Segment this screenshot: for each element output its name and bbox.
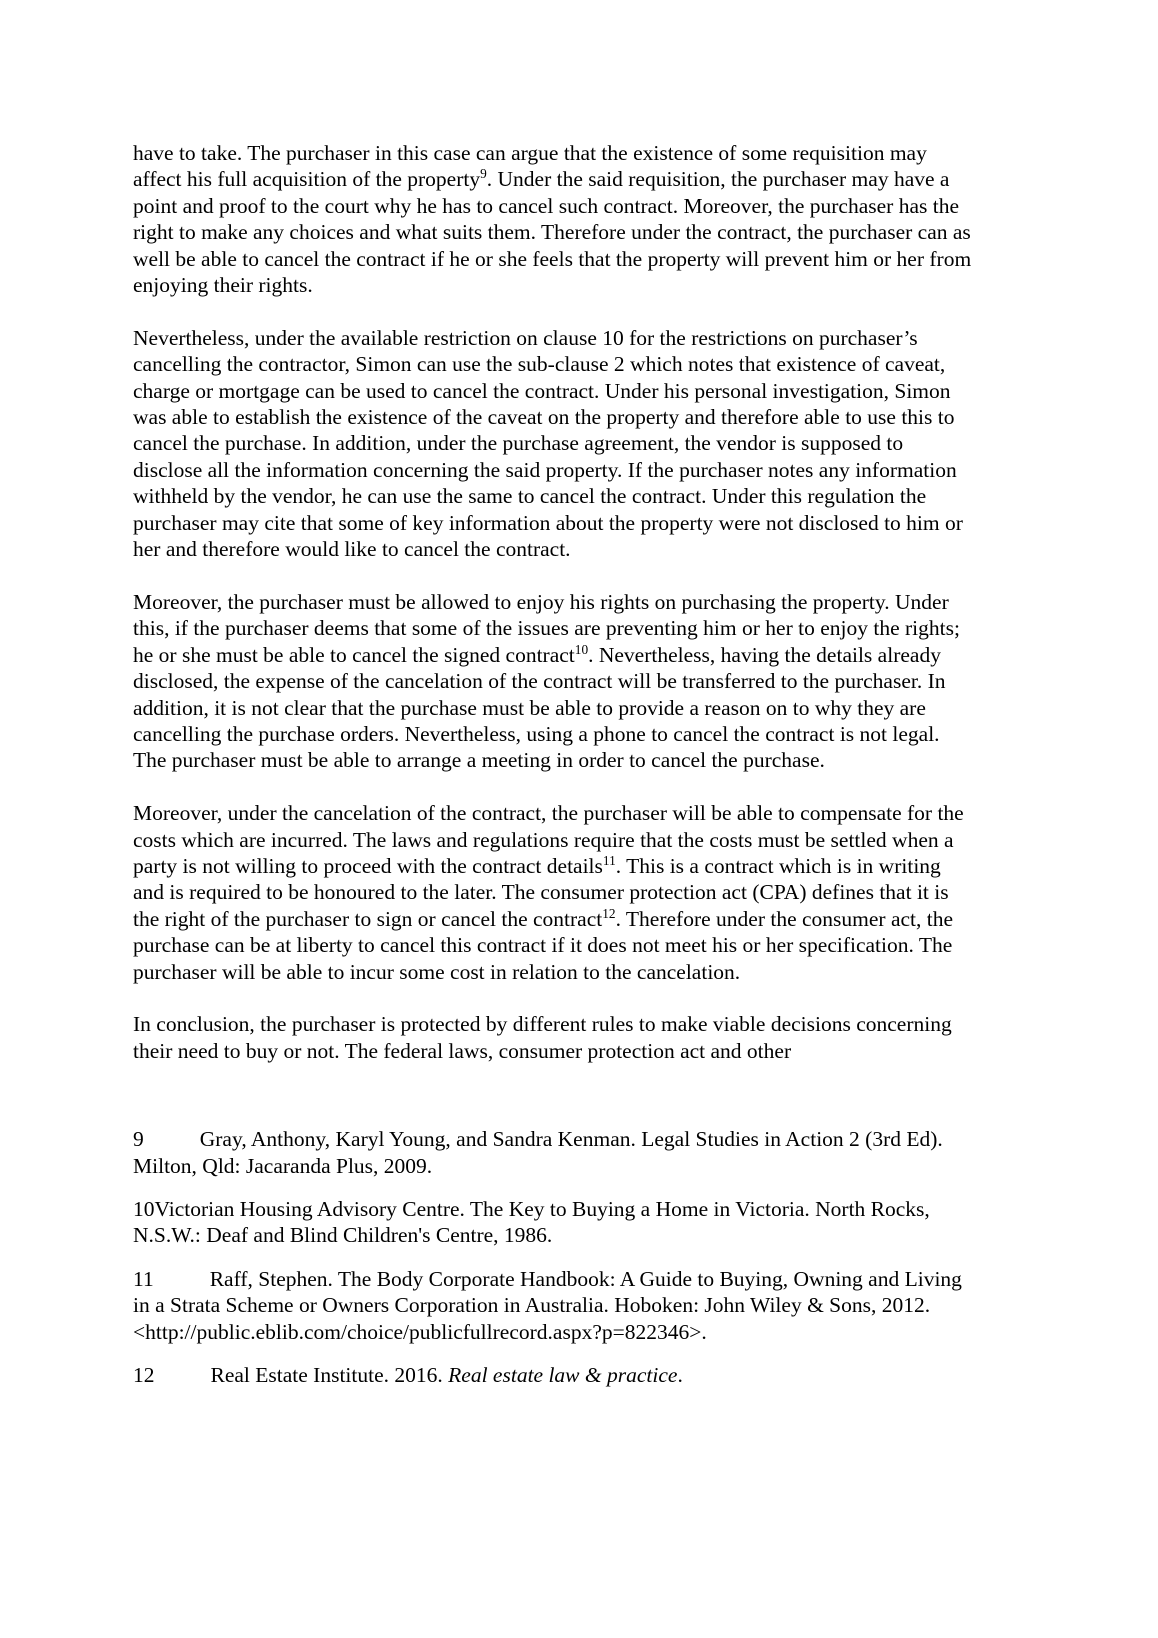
text-run: Gray, Anthony, Karyl Young, and Sandra Kenman. Legal Studies in Action 2 (3rd Ed). Milton, Qld: Jacaranda Plus, 2009. <box>133 1127 949 1178</box>
document-body <box>133 140 975 1064</box>
footnote-list <box>133 1126 975 1388</box>
text-run: Moreover, the purchaser must be allowed to enjoy his rights on purchasing the property. Under this, if the purchaser deems that some of the issues are preventing him or her to enjoy the rights; he or she must be able to cancel the signed contract <box>133 589 966 667</box>
footnote-marker[interactable]: 10 <box>574 641 589 657</box>
text-run: Nevertheless, under the available restriction on clause 10 for the restrictions on purchaser’s cancelling the contractor, Simon can use the sub-clause 2 which notes that existence of caveat, charge or mortgage can be used to cancel the contract. Under his personal investigation, Simon was able to establish the existence of the caveat on the property and therefore able to use this to cancel the purchase. In addition, under the purchase agreement, the vendor is supposed to disclose all the information concerning the said property. If the purchaser notes any information withheld by the vendor, he can use the same to cancel the contract. Under this regulation the purchaser may cite that some of key information about the property were not disclosed to him or her and therefore would like to cancel the contract. <box>133 325 969 562</box>
footnote-entry <box>133 1126 975 1179</box>
body-paragraph <box>133 140 975 298</box>
text-run: have to take. The purchaser in this case can argue that the existence of some requisition may affect his full acquisition of the property <box>133 141 933 192</box>
footnote-marker[interactable]: 11 <box>602 852 616 868</box>
text-run: . Therefore under the consumer act, the purchase can be at liberty to cancel this contract if it does not meet his or her specification. The purchaser will be able to incur some cost in relation to the cancelation. <box>133 906 959 984</box>
text-run: Real Estate Institute. 2016. <box>210 1363 449 1387</box>
footnote-marker[interactable]: 12 <box>602 905 616 921</box>
footnote-entry <box>133 1266 975 1345</box>
footnote-entry <box>133 1196 975 1249</box>
text-run: . <box>677 1363 683 1387</box>
body-paragraph <box>133 800 975 985</box>
body-paragraph <box>133 325 975 563</box>
italic-title: Real estate law & practice <box>448 1363 678 1387</box>
footnote-number: 12 <box>133 1363 155 1387</box>
body-paragraph <box>133 589 975 774</box>
footnote-entry <box>133 1362 975 1388</box>
text-run: . This is a contract which is in writing and is required to be honoured to the later. The consumer protection act (CPA) defines that it is the right of the purchaser to sign or cancel the contract <box>133 853 954 931</box>
footnote-marker[interactable]: 9 <box>480 166 487 182</box>
text-run: Moreover, under the cancelation of the contract, the purchaser will be able to compensate for the costs which are incurred. The laws and regulations require that the costs must be settled when a party is not willing to proceed with the contract details <box>133 801 970 878</box>
footnote-number: 11 <box>133 1266 154 1291</box>
footnote-number: 10 <box>133 1196 155 1221</box>
text-run: . Under the said requisition, the purchaser may have a point and proof to the court why he has to cancel such contract. Moreover, the purchaser has the right to make any choices and what suits them. Therefore under the contract, the purchaser can as well be able to cancel the contract if he or she feels that the property will prevent him or her from enjoying their rights. <box>133 167 977 298</box>
text-run: Raff, Stephen. The Body Corporate Handbook: A Guide to Buying, Owning and Living in a Strata Scheme or Owners Corporation in Australia. Hoboken: John Wiley & Sons, 2012. <http://public.eblib.com/choice/publicfullrecord.aspx?p=822346>. <box>133 1266 968 1344</box>
text-run: . Nevertheless, having the details already disclosed, the expense of the cancelation of the contract will be transferred to the purchaser. In addition, it is not clear that the purchase must be able to provide a reason on to why they are cancelling the purchase orders. Nevertheless, using a phone to cancel the contract is not legal. The purchaser must be able to arrange a meeting in order to cancel the purchase. <box>133 642 951 773</box>
text-run: In conclusion, the purchaser is protected by different rules to make viable decisions concerning their need to buy or not. The federal laws, consumer protection act and other <box>133 1012 958 1063</box>
text-run: Victorian Housing Advisory Centre. The Key to Buying a Home in Victoria. North Rocks, N.S.W.: Deaf and Blind Children's Centre, 1986. <box>133 1196 936 1248</box>
body-paragraph <box>133 1011 975 1064</box>
footnote-number: 9 <box>133 1127 144 1152</box>
